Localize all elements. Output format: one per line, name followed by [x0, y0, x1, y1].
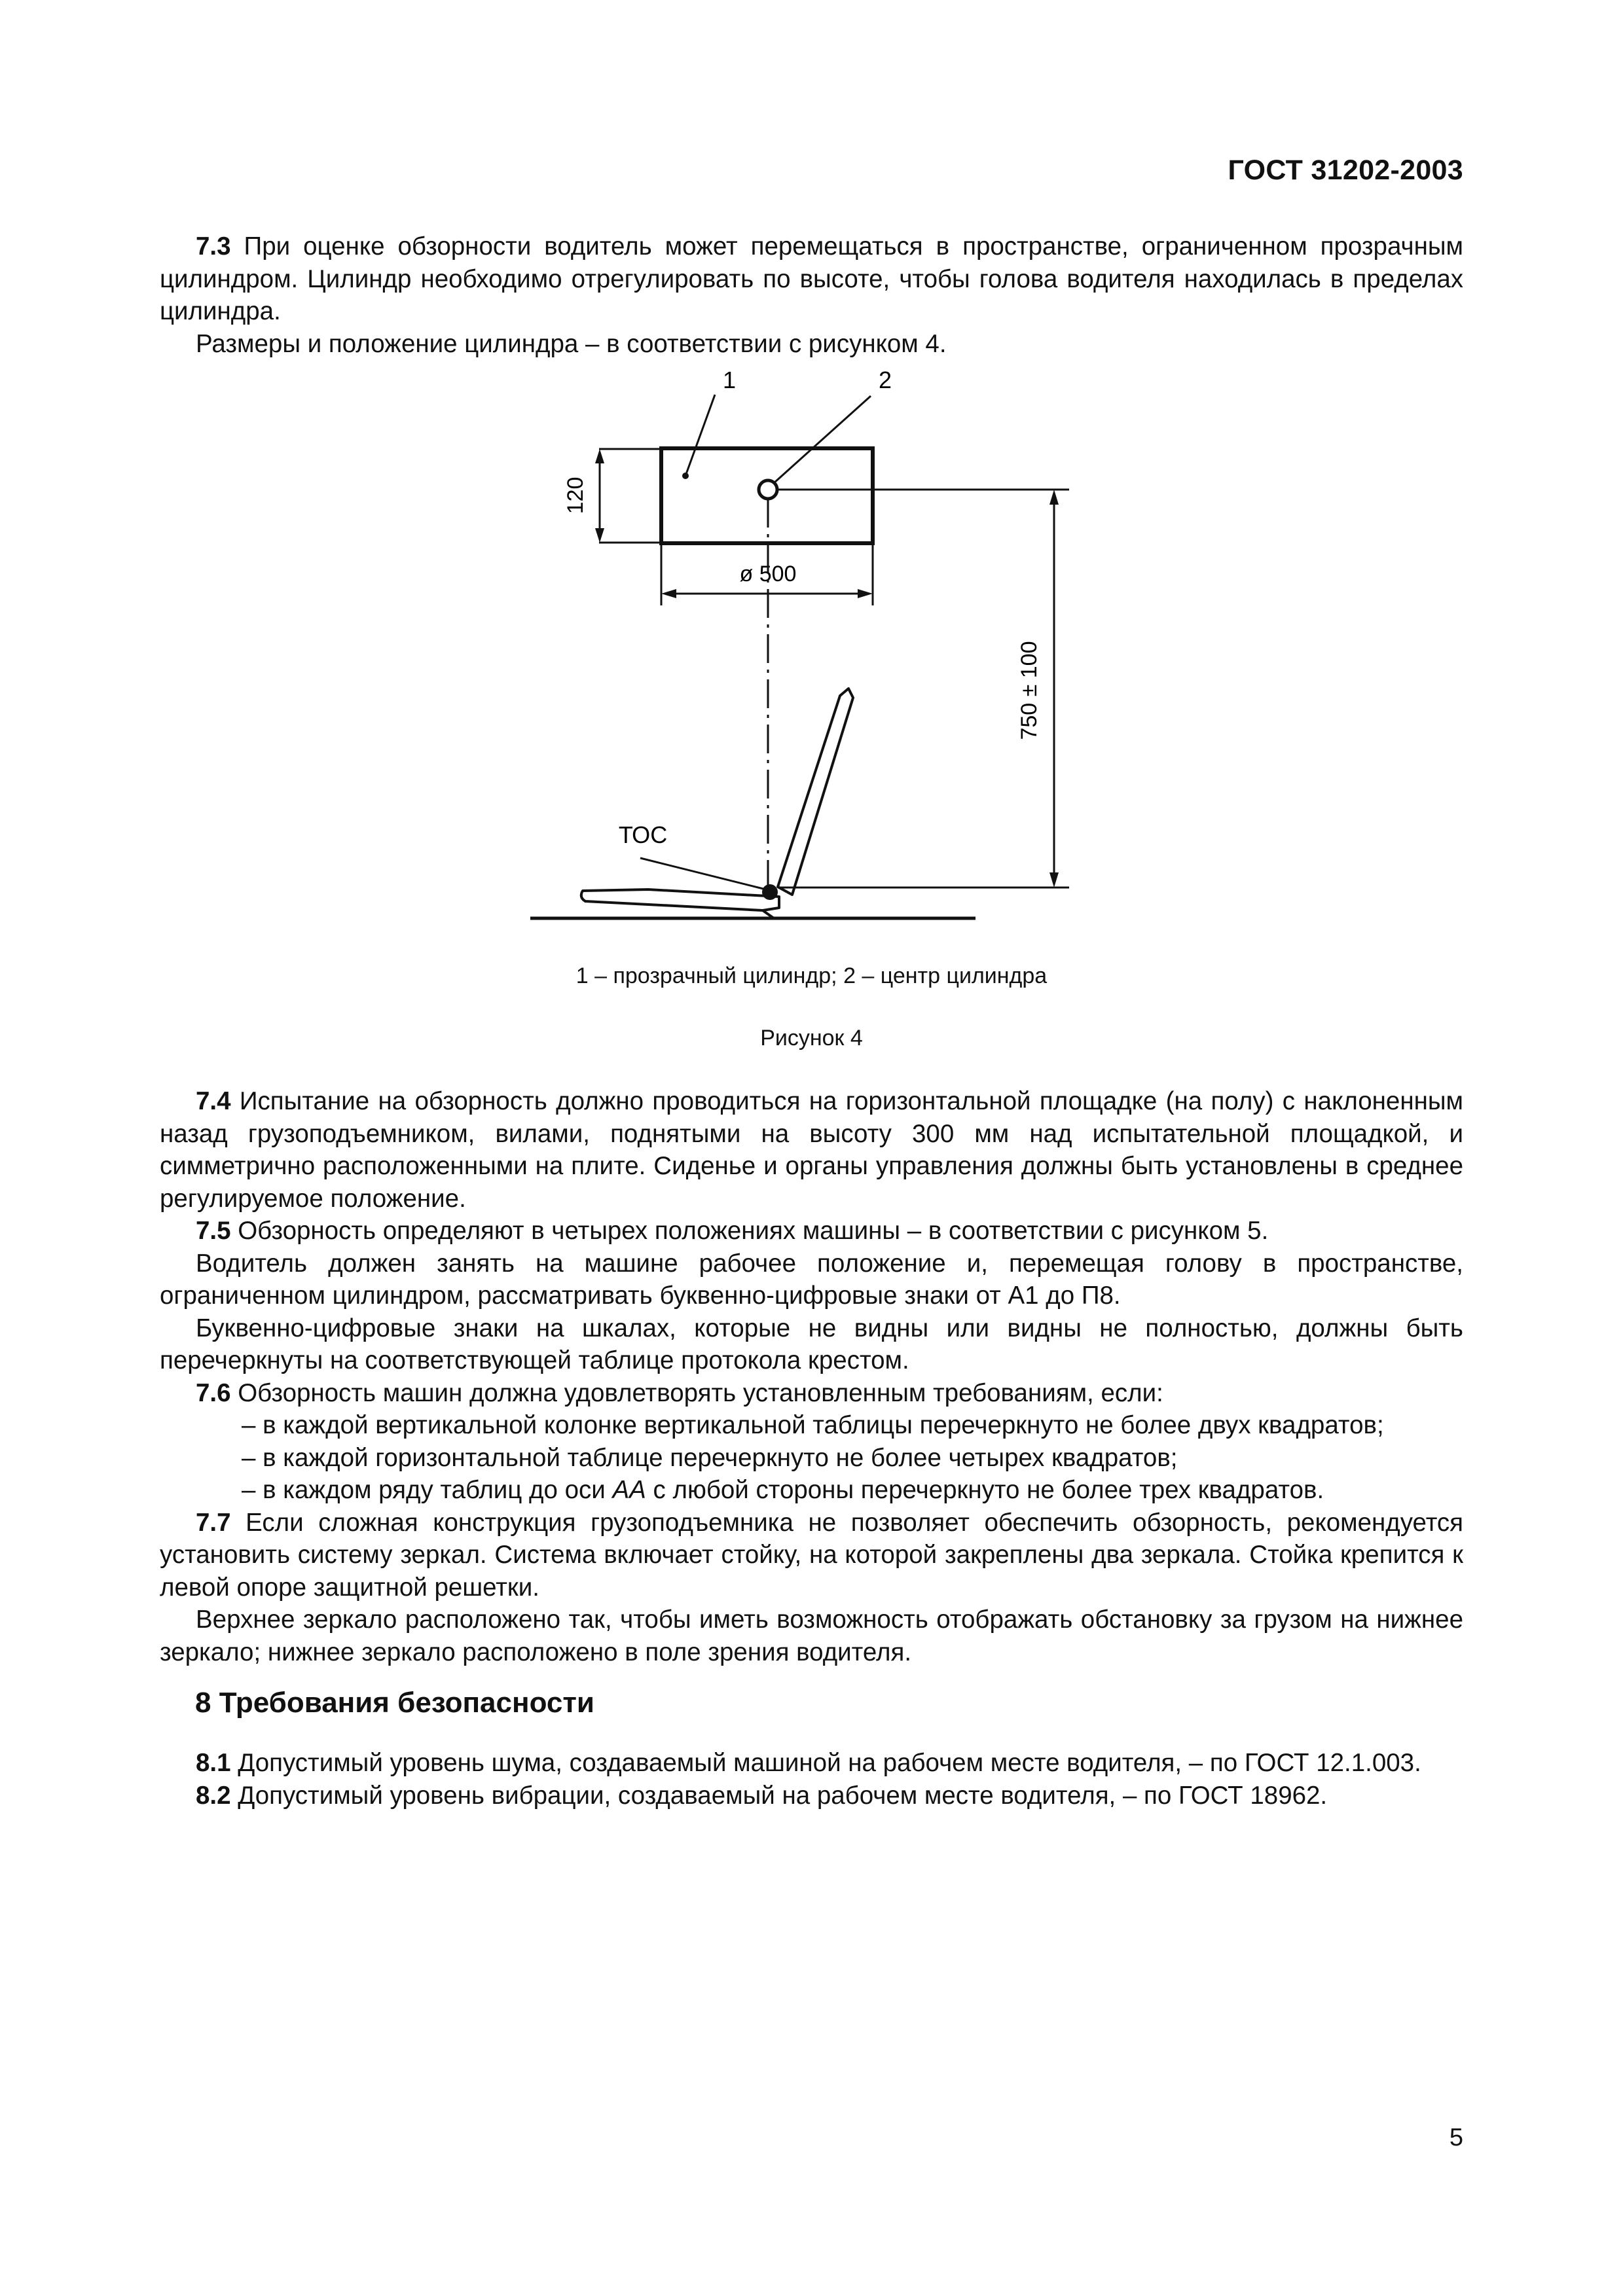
- paragraph-7-5-signs: Буквенно-цифровые знаки на шкалах, которые не видны или видны не полностью, должны быть перечеркнуты на соответствующей таблице протокола крестом.: [160, 1314, 1463, 1374]
- seat-cushion: [581, 889, 779, 910]
- arrowhead: [1049, 872, 1059, 888]
- clause-number: 7.3: [196, 232, 231, 260]
- paragraph-8-1: [160, 1747, 1463, 1780]
- list-item-text: – в каждом ряду таблиц до оси: [242, 1476, 613, 1504]
- section-8-heading: 8 Требования безопасности: [195, 1687, 594, 1719]
- clause-number: 7.4: [196, 1087, 231, 1115]
- section-7-3: [160, 230, 1463, 360]
- paragraph-7-6: [160, 1377, 1463, 1410]
- section-7-body: [160, 1085, 1463, 1668]
- arrowhead: [1049, 490, 1059, 505]
- paragraph-text: Обзорность определяют в четырех положениях машины – в соответствии с рисунком 5.: [230, 1217, 1269, 1245]
- paragraph-7-3-figure-ref: Размеры и положение цилиндра – в соответствии с рисунком 4.: [196, 329, 947, 358]
- toc-leader-line: [640, 858, 766, 889]
- paragraph-7-4: [160, 1085, 1463, 1215]
- leader-line-1: [685, 395, 715, 476]
- clause-number: 8.1: [196, 1749, 231, 1777]
- seat-back: [778, 689, 853, 895]
- clause-number: 7.7: [196, 1508, 231, 1537]
- figure-legend: 1 – прозрачный цилиндр; 2 – центр цилиндра: [575, 963, 1048, 988]
- dimension-750-label: 750 ± 100: [1017, 641, 1042, 740]
- clause-number: 7.6: [196, 1378, 231, 1407]
- clause-number: 8.2: [196, 1781, 231, 1810]
- list-item: – в каждой горизонтальной таблице перечеркнуто не более четырех квадратов;: [242, 1443, 1178, 1472]
- standard-id: ГОСТ 31202-2003: [1228, 154, 1463, 186]
- arrowhead: [595, 528, 604, 543]
- page-number: 5: [1449, 2124, 1463, 2151]
- transparent-cylinder: [661, 448, 873, 543]
- figure-4-drawing: [517, 363, 1106, 946]
- paragraph-text: Если сложная конструкция грузоподъемника не позволяет обеспечить обзорность, рекомендуется установить систему зеркал. Система включает стойку, на которой закреплены два зеркала. Стойка крепится к левой опоре защитной решетки.: [160, 1508, 1463, 1602]
- paragraph-7-5: [160, 1215, 1463, 1247]
- paragraph-7-7-mirrors: Верхнее зеркало расположено так, чтобы иметь возможность отображать обстановку за грузом на нижнее зеркало; нижнее зеркало расположено в поле зрения водителя.: [160, 1605, 1463, 1666]
- paragraph-text: Допустимый уровень шума, создаваемый машиной на рабочем месте водителя, – по ГОСТ 12.1.003.: [230, 1749, 1421, 1777]
- figure-caption: Рисунок 4: [760, 1026, 863, 1050]
- paragraph-text: Допустимый уровень вибрации, создаваемый на рабочем месте водителя, – по ГОСТ 18962.: [230, 1781, 1328, 1810]
- arrowhead: [595, 449, 604, 463]
- dimension-120-label: 120: [563, 476, 588, 514]
- arrowhead: [858, 589, 873, 598]
- list-item: [160, 1474, 1463, 1507]
- paragraph-7-7: [160, 1507, 1463, 1604]
- callout-1: 1: [722, 367, 737, 393]
- section-8-body: [160, 1747, 1463, 1812]
- list-item-text: с любой стороны перечеркнуто не более трех квадратов.: [646, 1476, 1324, 1504]
- dimension-diameter-label: ø 500: [739, 562, 797, 586]
- clause-number: 7.5: [196, 1217, 231, 1245]
- paragraph-7-3: [160, 230, 1463, 328]
- paragraph-text: Испытание на обзорность должно проводиться на горизонтальной площадке (на полу) с наклоненным назад грузоподъемником, вилами, поднятыми на высоту 300 мм над испытательной площадкой, и симметрично расположенными на плите. Сиденье и органы управления должны быть установлены в среднее регулируемое положение.: [160, 1087, 1463, 1213]
- axis-label: АА: [612, 1476, 646, 1504]
- leader-line-2: [774, 396, 871, 483]
- list-item: – в каждой вертикальной колонке вертикальной таблицы перечеркнуто не более двух квадратов;: [242, 1411, 1384, 1439]
- toc-label: ТОС: [618, 821, 668, 848]
- paragraph-text: Обзорность машин должна удовлетворять установленным требованиям, если:: [230, 1378, 1163, 1407]
- arrowhead: [661, 589, 676, 598]
- paragraph-text: При оценке обзорности водитель может перемещаться в пространстве, ограниченном прозрачным цилиндром. Цилиндр необходимо отрегулировать по высоте, чтобы голова водителя находилась в пределах цилиндра.: [160, 232, 1463, 325]
- paragraph-8-2: [160, 1780, 1463, 1812]
- callout-2: 2: [878, 367, 892, 393]
- paragraph-7-5-driver: Водитель должен занять на машине рабочее положение и, перемещая голову в пространстве, ограниченном цилиндром, рассматривать буквенно-цифровые знаки от А1 до П8.: [160, 1249, 1463, 1310]
- toc-point: [762, 884, 778, 900]
